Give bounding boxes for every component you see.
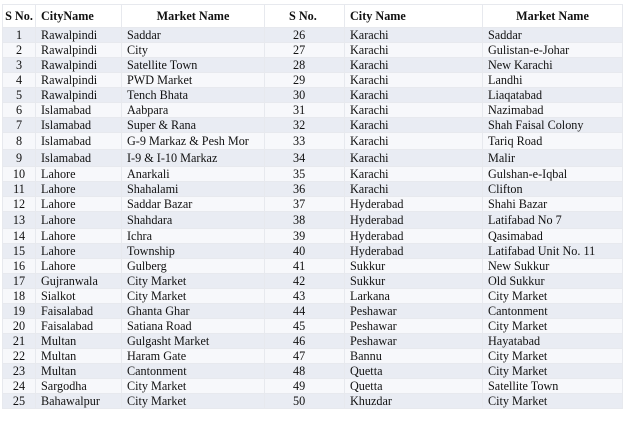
cell-sno-right: 48: [265, 364, 345, 379]
cell-market-right: Latifabad Unit No. 11: [483, 244, 623, 259]
cell-sno-right: 35: [265, 167, 345, 182]
cell-sno-left: 25: [3, 394, 36, 409]
cell-market-right: Satellite Town: [483, 379, 623, 394]
cell-city-right: Karachi: [345, 28, 483, 43]
cell-city-left: Faisalabad: [36, 304, 122, 319]
cell-sno-left: 24: [3, 379, 36, 394]
cell-market-left: City Market: [122, 394, 265, 409]
cell-sno-left: 4: [3, 73, 36, 88]
table-row: [3, 73, 623, 88]
cell-sno-right: 50: [265, 394, 345, 409]
cell-city-left: Lahore: [36, 244, 122, 259]
cell-city-right: Karachi: [345, 103, 483, 118]
cell-city-left: Multan: [36, 349, 122, 364]
header-sno-left: S No.: [3, 5, 36, 28]
cell-market-right: City Market: [483, 319, 623, 334]
cell-sno-right: 38: [265, 212, 345, 229]
cell-market-left: Shahdara: [122, 212, 265, 229]
cell-market-left: City Market: [122, 274, 265, 289]
cell-sno-right: 32: [265, 118, 345, 133]
cell-market-left: Ichra: [122, 229, 265, 244]
table-row: [3, 259, 623, 274]
cell-sno-right: 29: [265, 73, 345, 88]
cell-city-right: Peshawar: [345, 334, 483, 349]
cell-market-right: City Market: [483, 394, 623, 409]
cell-city-left: Lahore: [36, 197, 122, 212]
cell-sno-right: 43: [265, 289, 345, 304]
cell-sno-left: 12: [3, 197, 36, 212]
cell-market-right: Old Sukkur: [483, 274, 623, 289]
cell-market-left: Anarkali: [122, 167, 265, 182]
cell-sno-right: 49: [265, 379, 345, 394]
cell-sno-left: 1: [3, 28, 36, 43]
cell-city-right: Khuzdar: [345, 394, 483, 409]
cell-market-left: I-9 & I-10 Markaz: [122, 150, 265, 167]
cell-market-right: Shahi Bazar: [483, 197, 623, 212]
cell-sno-left: 9: [3, 150, 36, 167]
table-row: [3, 167, 623, 182]
cell-sno-right: 41: [265, 259, 345, 274]
cell-sno-right: 37: [265, 197, 345, 212]
cell-market-right: Cantonment: [483, 304, 623, 319]
cell-city-right: Bannu: [345, 349, 483, 364]
table-row: [3, 379, 623, 394]
cell-city-left: Rawalpindi: [36, 43, 122, 58]
cell-city-right: Karachi: [345, 43, 483, 58]
cell-city-left: Gujranwala: [36, 274, 122, 289]
cell-city-right: Hyderabad: [345, 212, 483, 229]
cell-city-right: Karachi: [345, 58, 483, 73]
table-row: [3, 229, 623, 244]
cell-market-left: Super & Rana: [122, 118, 265, 133]
table-row: [3, 319, 623, 334]
cell-city-left: Rawalpindi: [36, 73, 122, 88]
cell-market-left: Shahalami: [122, 182, 265, 197]
cell-sno-right: 36: [265, 182, 345, 197]
cell-sno-left: 8: [3, 133, 36, 150]
cell-sno-right: 34: [265, 150, 345, 167]
header-row: [3, 5, 623, 28]
cell-market-right: Gulistan-e-Johar: [483, 43, 623, 58]
cell-market-right: Latifabad No 7: [483, 212, 623, 229]
table-row: [3, 88, 623, 103]
cell-city-left: Faisalabad: [36, 319, 122, 334]
cell-market-left: PWD Market: [122, 73, 265, 88]
cell-sno-left: 19: [3, 304, 36, 319]
table-row: [3, 182, 623, 197]
table-row: [3, 58, 623, 73]
cell-market-right: City Market: [483, 364, 623, 379]
cell-city-left: Rawalpindi: [36, 28, 122, 43]
cell-city-left: Islamabad: [36, 150, 122, 167]
cell-market-left: Cantonment: [122, 364, 265, 379]
cell-market-left: Satellite Town: [122, 58, 265, 73]
cell-sno-left: 6: [3, 103, 36, 118]
cell-market-right: Liaqatabad: [483, 88, 623, 103]
table-header: [3, 5, 623, 28]
cell-sno-right: 31: [265, 103, 345, 118]
cell-city-left: Islamabad: [36, 103, 122, 118]
cell-city-right: Karachi: [345, 118, 483, 133]
cell-sno-right: 28: [265, 58, 345, 73]
cell-sno-left: 15: [3, 244, 36, 259]
cell-city-right: Karachi: [345, 73, 483, 88]
cell-market-left: Haram Gate: [122, 349, 265, 364]
cell-city-right: Peshawar: [345, 319, 483, 334]
cell-city-left: Multan: [36, 364, 122, 379]
cell-sno-right: 30: [265, 88, 345, 103]
cell-market-left: Ghanta Ghar: [122, 304, 265, 319]
table-row: [3, 43, 623, 58]
cell-city-right: Karachi: [345, 150, 483, 167]
markets-table: [2, 4, 623, 409]
cell-city-left: Lahore: [36, 167, 122, 182]
cell-city-right: Hyderabad: [345, 197, 483, 212]
table-row: [3, 212, 623, 229]
header-city-left: CityName: [36, 5, 122, 28]
cell-sno-left: 13: [3, 212, 36, 229]
cell-city-right: Quetta: [345, 364, 483, 379]
cell-city-left: Lahore: [36, 182, 122, 197]
cell-city-right: Sukkur: [345, 259, 483, 274]
table-row: [3, 118, 623, 133]
cell-city-left: Islamabad: [36, 118, 122, 133]
cell-sno-left: 14: [3, 229, 36, 244]
cell-city-left: Bahawalpur: [36, 394, 122, 409]
cell-city-right: Larkana: [345, 289, 483, 304]
cell-city-right: Karachi: [345, 133, 483, 150]
cell-sno-left: 10: [3, 167, 36, 182]
cell-market-right: City Market: [483, 289, 623, 304]
header-city-right: City Name: [345, 5, 483, 28]
table-row: [3, 334, 623, 349]
table-row: [3, 304, 623, 319]
table-row: [3, 133, 623, 150]
cell-city-left: Lahore: [36, 212, 122, 229]
cell-market-right: Hayatabad: [483, 334, 623, 349]
cell-sno-right: 42: [265, 274, 345, 289]
table-row: [3, 289, 623, 304]
cell-city-left: Rawalpindi: [36, 88, 122, 103]
cell-market-right: Shah Faisal Colony: [483, 118, 623, 133]
cell-city-left: Lahore: [36, 229, 122, 244]
header-sno-right: S No.: [265, 5, 345, 28]
cell-city-right: Quetta: [345, 379, 483, 394]
cell-sno-left: 11: [3, 182, 36, 197]
cell-sno-right: 45: [265, 319, 345, 334]
table-row: [3, 274, 623, 289]
table-row: [3, 244, 623, 259]
cell-city-right: Karachi: [345, 88, 483, 103]
cell-market-left: G-9 Markaz & Pesh Mor: [122, 133, 265, 150]
cell-sno-left: 20: [3, 319, 36, 334]
header-market-left: Market Name: [122, 5, 265, 28]
cell-market-right: Malir: [483, 150, 623, 167]
cell-sno-right: 44: [265, 304, 345, 319]
table-row: [3, 150, 623, 167]
header-market-right: Market Name: [483, 5, 623, 28]
cell-market-right: Qasimabad: [483, 229, 623, 244]
cell-sno-left: 16: [3, 259, 36, 274]
cell-sno-left: 17: [3, 274, 36, 289]
cell-sno-left: 3: [3, 58, 36, 73]
cell-market-right: Saddar: [483, 28, 623, 43]
cell-sno-right: 47: [265, 349, 345, 364]
cell-sno-left: 7: [3, 118, 36, 133]
cell-sno-left: 21: [3, 334, 36, 349]
cell-market-right: New Karachi: [483, 58, 623, 73]
cell-market-left: City: [122, 43, 265, 58]
cell-market-right: Gulshan-e-Iqbal: [483, 167, 623, 182]
cell-market-right: City Market: [483, 349, 623, 364]
cell-sno-right: 40: [265, 244, 345, 259]
cell-sno-right: 46: [265, 334, 345, 349]
cell-city-left: Sargodha: [36, 379, 122, 394]
cell-sno-left: 5: [3, 88, 36, 103]
cell-market-right: Nazimabad: [483, 103, 623, 118]
cell-sno-left: 18: [3, 289, 36, 304]
cell-city-right: Sukkur: [345, 274, 483, 289]
cell-market-left: Tench Bhata: [122, 88, 265, 103]
cell-city-right: Karachi: [345, 182, 483, 197]
cell-market-left: Satiana Road: [122, 319, 265, 334]
cell-market-left: City Market: [122, 379, 265, 394]
cell-sno-left: 23: [3, 364, 36, 379]
cell-market-left: Saddar Bazar: [122, 197, 265, 212]
table-row: [3, 197, 623, 212]
cell-sno-left: 2: [3, 43, 36, 58]
table-row: [3, 364, 623, 379]
cell-city-right: Karachi: [345, 167, 483, 182]
table-row: [3, 349, 623, 364]
cell-market-right: Clifton: [483, 182, 623, 197]
cell-city-right: Hyderabad: [345, 229, 483, 244]
cell-sno-left: 22: [3, 349, 36, 364]
cell-city-right: Peshawar: [345, 304, 483, 319]
table-body: [3, 28, 623, 409]
cell-city-left: Rawalpindi: [36, 58, 122, 73]
cell-market-left: Aabpara: [122, 103, 265, 118]
cell-market-left: Saddar: [122, 28, 265, 43]
cell-sno-right: 39: [265, 229, 345, 244]
cell-market-right: Tariq Road: [483, 133, 623, 150]
cell-market-right: New Sukkur: [483, 259, 623, 274]
cell-sno-right: 26: [265, 28, 345, 43]
cell-market-left: Gulgasht Market: [122, 334, 265, 349]
cell-market-right: Landhi: [483, 73, 623, 88]
cell-sno-right: 33: [265, 133, 345, 150]
cell-market-left: City Market: [122, 289, 265, 304]
cell-city-left: Islamabad: [36, 133, 122, 150]
cell-city-right: Hyderabad: [345, 244, 483, 259]
cell-market-left: Township: [122, 244, 265, 259]
cell-city-left: Lahore: [36, 259, 122, 274]
table-row: [3, 28, 623, 43]
table-row: [3, 103, 623, 118]
cell-city-left: Multan: [36, 334, 122, 349]
table-row: [3, 394, 623, 409]
cell-market-left: Gulberg: [122, 259, 265, 274]
cell-sno-right: 27: [265, 43, 345, 58]
cell-city-left: Sialkot: [36, 289, 122, 304]
